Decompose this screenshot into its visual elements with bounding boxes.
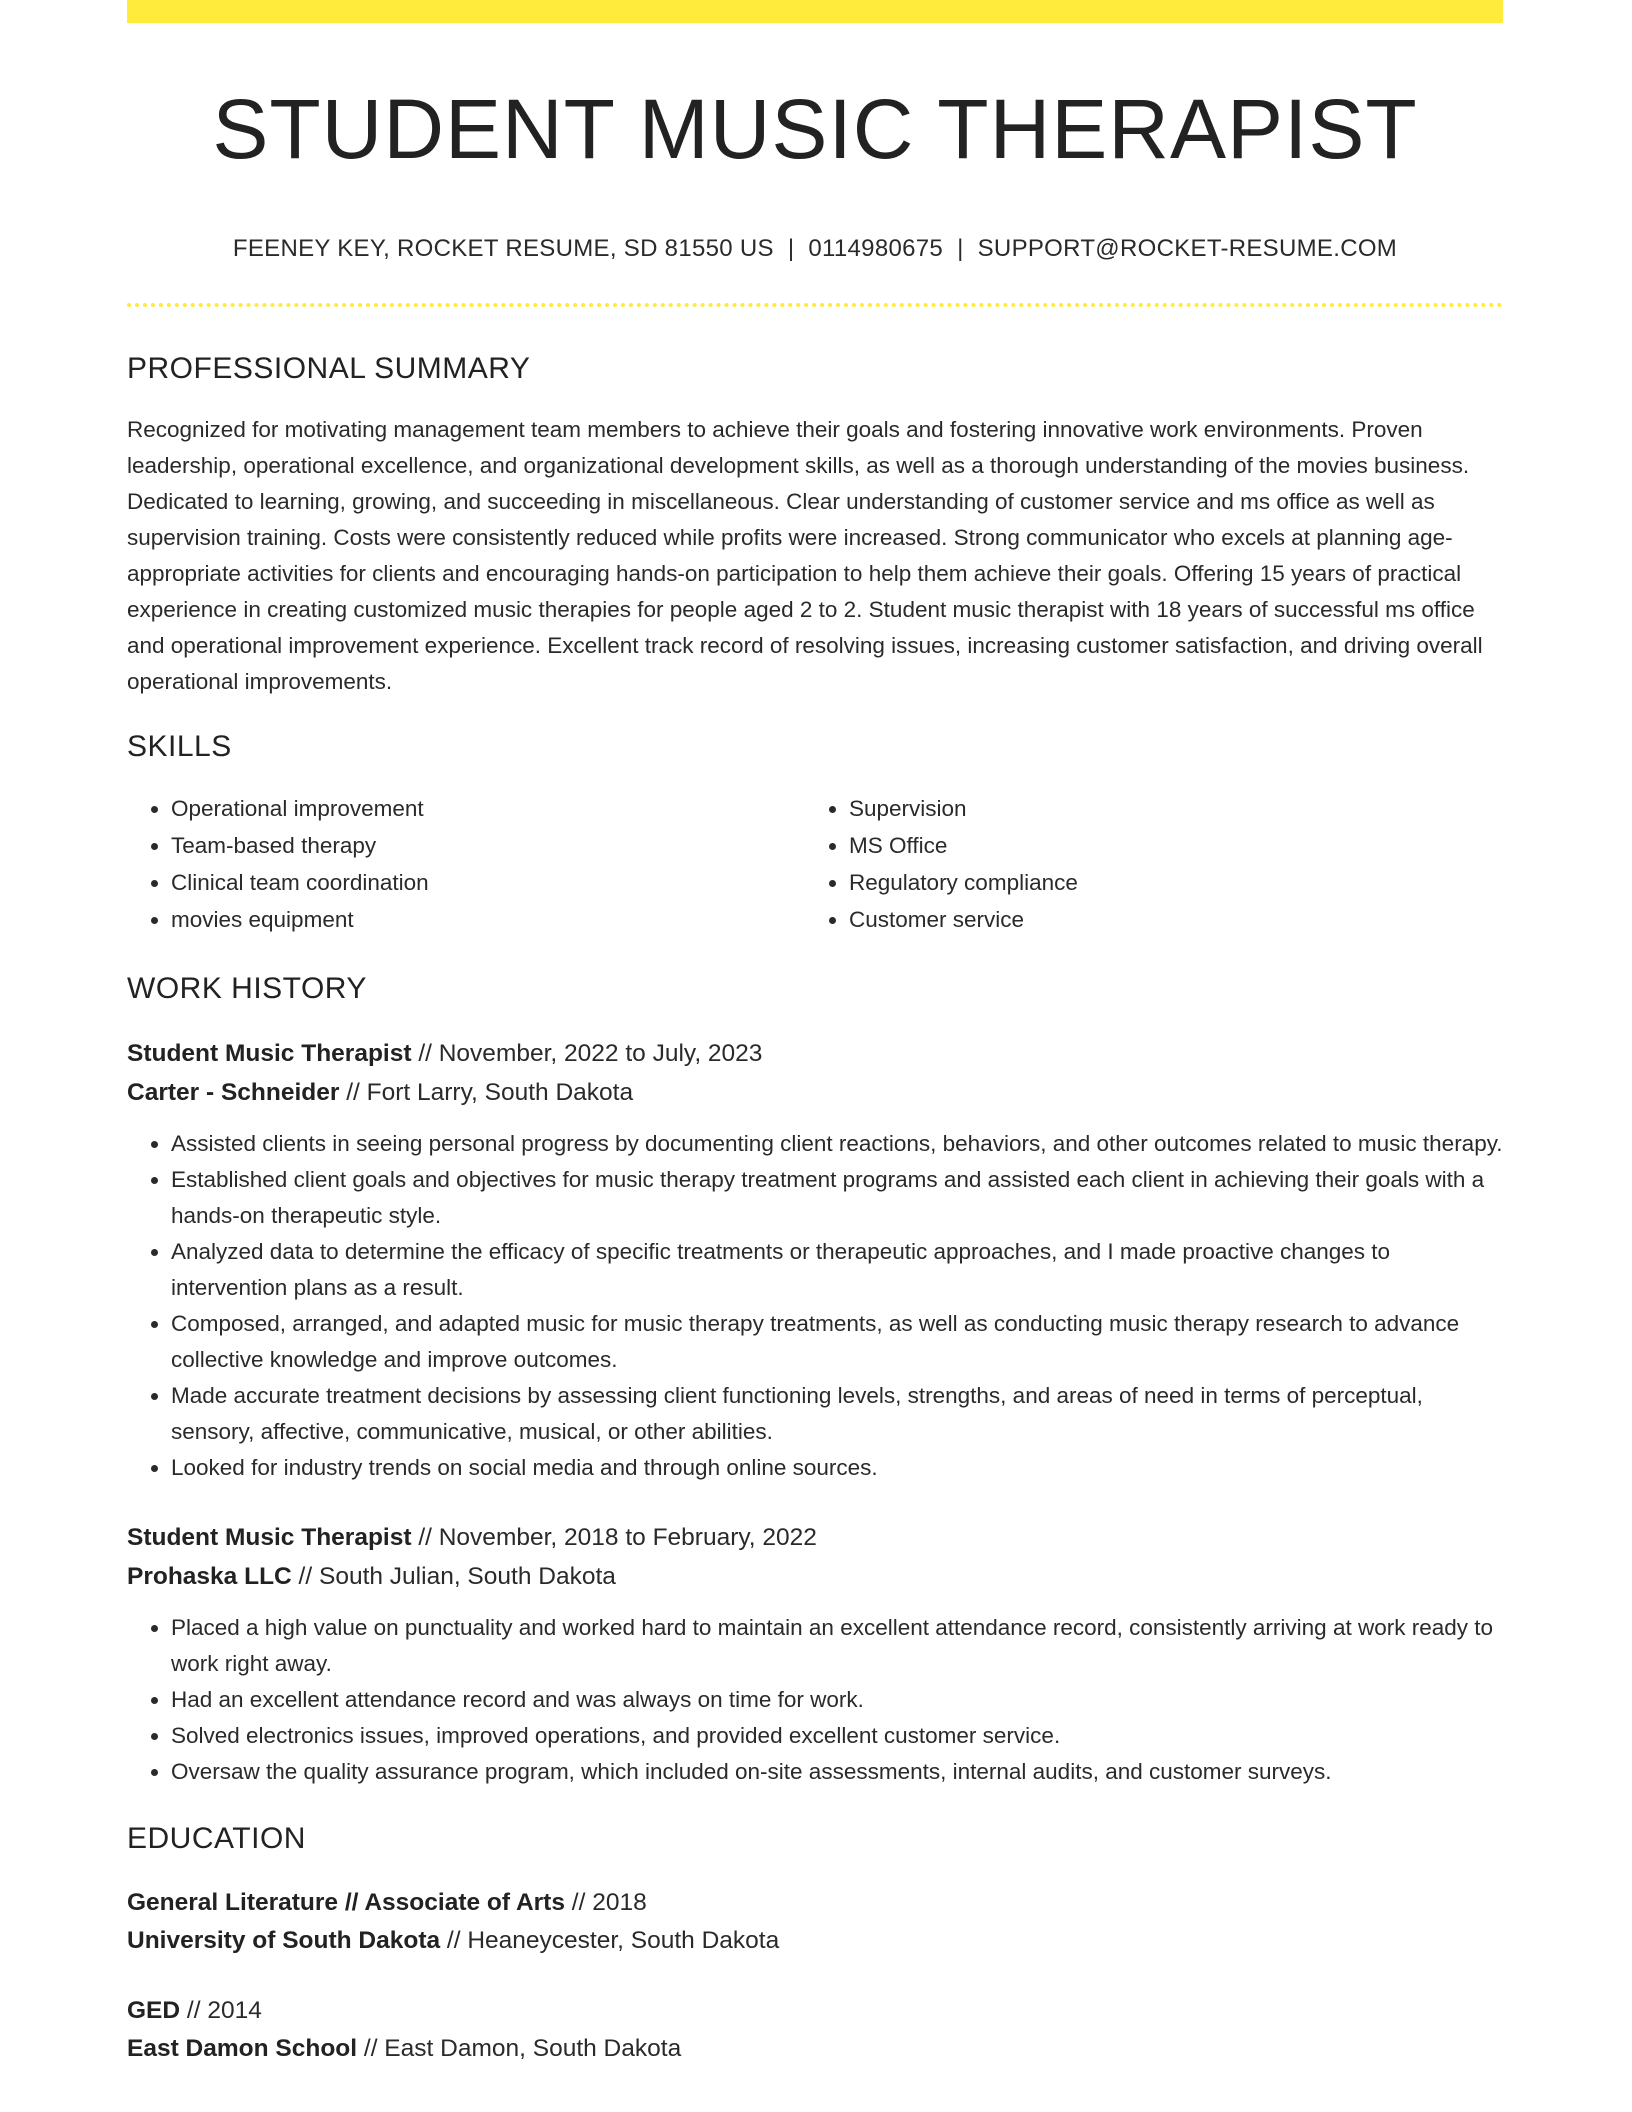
job-entry (127, 1518, 1503, 1790)
job-title-line (127, 1034, 1503, 1073)
skill-item: • Operational improvement (171, 790, 805, 827)
work-history-section (127, 972, 1503, 1790)
education-heading: EDUCATION (127, 1822, 306, 1856)
job-bullet: • Analyzed data to determine the efficacy of specific treatments or therapeutic approaches, and I made proactive changes to intervention plans as a result. (171, 1234, 1503, 1306)
dotted-divider (127, 303, 1503, 307)
skill-item: • Team-based therapy (171, 827, 805, 864)
skill-item: • MS Office (849, 827, 1483, 864)
contact-separator: | (957, 235, 964, 263)
job-position: Student Music Therapist (127, 1524, 412, 1552)
contact-email[interactable]: SUPPORT@ROCKET-RESUME.COM (977, 235, 1398, 263)
job-position: Student Music Therapist (127, 1040, 412, 1068)
accent-bar (127, 0, 1503, 23)
job-bullet: • Assisted clients in seeing personal progress by documenting client reactions, behaviors, and other outcomes related to music therapy. (171, 1126, 1503, 1162)
contact-phone: 0114980675 (808, 235, 944, 263)
skills-list-left (127, 790, 805, 938)
job-bullets (127, 1610, 1503, 1790)
job-bullet: • Had an excellent attendance record and was always on time for work. (171, 1682, 1503, 1718)
job-location: // Fort Larry, South Dakota (339, 1079, 634, 1107)
job-bullet: • Made accurate treatment decisions by assessing client functioning levels, strengths, and areas of need in terms of perceptual, sensory, affective, communicative, musical, or other abilities. (171, 1378, 1503, 1450)
education-entry (127, 1992, 1503, 2068)
job-bullet: • Placed a high value on punctuality and worked hard to maintain an excellent attendance record, consistently arriving at work ready to work right away. (171, 1610, 1503, 1682)
summary-text: Recognized for motivating management team members to achieve their goals and fostering innovative work environments. Proven leadership, operational excellence, and organizational development skills, as well as a thorough understanding of the movies business. Dedicated to learning, growing, and succeeding in miscellaneous. Clear understanding of customer service and ms office as well as supervision training. Costs were consistently reduced while profits were increased. Strong communicator who excels at planning age-appropriate activities for clients and encouraging hands-on participation to help them achieve their goals. Offering 15 years of practical experience in creating customized music therapies for people aged 2 to 2. Student music therapist with 18 years of successful ms office and operational improvement experience. Excellent track record of resolving issues, increasing customer satisfaction, and driving overall operational improvements. (127, 417, 1483, 695)
job-bullets (127, 1126, 1503, 1486)
education-location: // Heaneycester, South Dakota (440, 1927, 780, 1955)
work-history-heading: WORK HISTORY (127, 972, 367, 1006)
education-year: // 2018 (564, 1889, 647, 1917)
contact-separator: | (787, 235, 795, 263)
skill-item: • Supervision (849, 790, 1483, 827)
education-school: University of South Dakota (127, 1927, 441, 1955)
education-degree: General Literature // Associate of Arts (127, 1889, 565, 1917)
skill-item: • Clinical team coordination (171, 864, 805, 901)
education-school-line (127, 2030, 1503, 2068)
education-year: // 2014 (180, 1997, 262, 2025)
resume-page (127, 0, 1503, 2068)
summary-heading: PROFESSIONAL SUMMARY (127, 352, 531, 386)
job-bullet: • Solved electronics issues, improved operations, and provided excellent customer service. (171, 1718, 1503, 1754)
job-location: // South Julian, South Dakota (291, 1563, 616, 1591)
job-bullet: • Looked for industry trends on social media and through online sources. (171, 1450, 1503, 1486)
contact-address: FEENEY KEY, ROCKET RESUME, SD 81550 US (232, 235, 774, 263)
skills-list-right (805, 790, 1483, 938)
job-dates: // November, 2018 to February, 2022 (411, 1524, 817, 1552)
education-degree: GED (127, 1997, 181, 2025)
education-location: // East Damon, South Dakota (357, 2035, 682, 2063)
skill-item: • Regulatory compliance (849, 864, 1483, 901)
resume-title: STUDENT MUSIC THERAPIST (212, 82, 1418, 176)
job-company: Carter - Schneider (127, 1079, 340, 1107)
job-bullet: • Oversaw the quality assurance program, which included on-site assessments, internal audits, and customer surveys. (171, 1754, 1503, 1790)
skills-section (127, 730, 1503, 938)
job-company-line (127, 1073, 1503, 1112)
skills-grid (127, 790, 1503, 938)
education-entry (127, 1884, 1503, 1960)
job-entry (127, 1034, 1503, 1486)
job-bullet: • Established client goals and objectives for music therapy treatment programs and assisted each client in achieving their goals with a hands-on therapeutic style. (171, 1162, 1503, 1234)
job-company-line (127, 1557, 1503, 1596)
education-section (127, 1822, 1503, 2068)
job-dates: // November, 2022 to July, 2023 (411, 1040, 763, 1068)
contact-line (127, 235, 1503, 263)
job-title-line (127, 1518, 1503, 1557)
job-company: Prohaska LLC (127, 1563, 292, 1591)
skills-heading: SKILLS (127, 730, 232, 764)
education-degree-line (127, 1884, 1503, 1922)
education-degree-line (127, 1992, 1503, 2030)
skill-item: • Customer service (849, 901, 1483, 938)
education-school: East Damon School (127, 2035, 358, 2063)
skill-item: • movies equipment (171, 901, 805, 938)
job-bullet: • Composed, arranged, and adapted music for music therapy treatments, as well as conducting music therapy research to advance collective knowledge and improve outcomes. (171, 1306, 1503, 1378)
education-school-line (127, 1922, 1503, 1960)
summary-section (127, 352, 1503, 700)
